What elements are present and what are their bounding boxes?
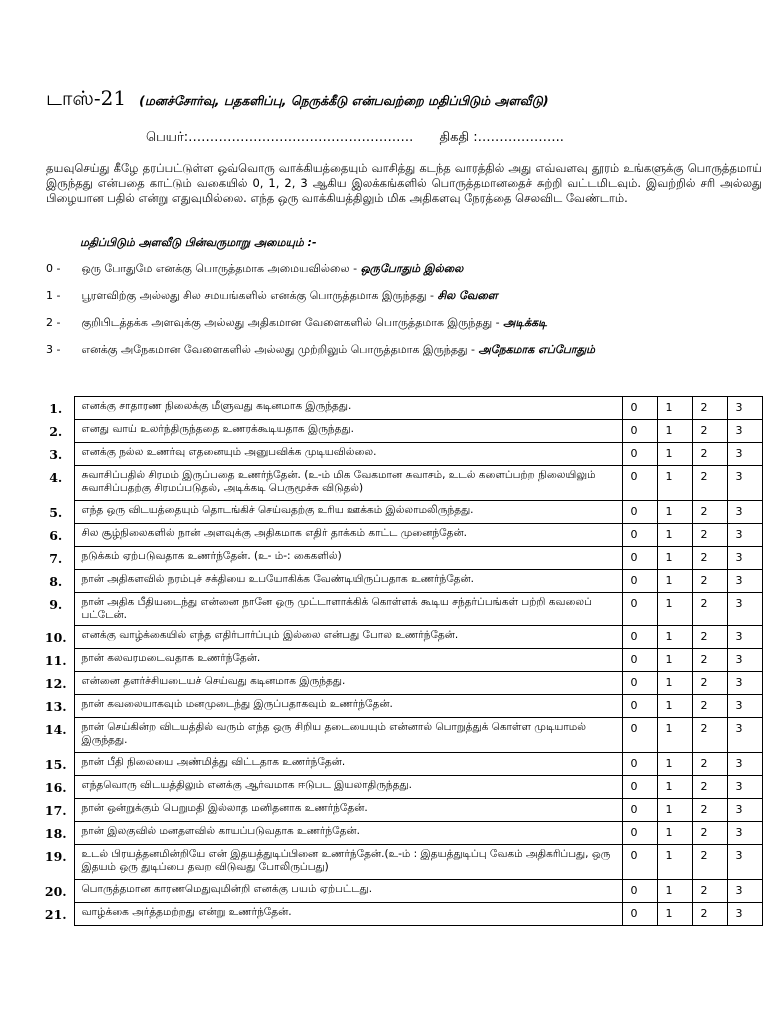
score-option-1[interactable]: 1 — [657, 443, 692, 466]
score-option-0[interactable]: 0 — [622, 822, 657, 845]
name-field-label[interactable]: பெயர்:……………………………………………. — [146, 130, 414, 145]
scale-item-text: பூரளவிற்கு அல்லது சில சமயங்களில் எனக்கு பொருத்தமாக இருந்தது - — [81, 289, 434, 302]
items-table — [38, 396, 763, 926]
question-number: 5. — [49, 504, 63, 520]
score-option-0[interactable]: 0 — [622, 626, 657, 649]
question-text: எந்தவொரு விடயத்திலும் எனக்கு ஆர்வமாக ஈடுபட இயலாதிருந்தது. — [74, 776, 622, 799]
question-number: 3. — [49, 446, 63, 462]
scale-item-number: 0 - — [46, 262, 61, 275]
question-text: சில சூழ்நிலைகளில் நான் அளவுக்கு அதிகமாக எதிர் தாக்கம் காட்ட முனைந்தேன். — [74, 524, 622, 547]
score-option-1[interactable]: 1 — [657, 397, 692, 420]
question-row — [38, 695, 762, 718]
score-option-0[interactable]: 0 — [622, 903, 657, 926]
question-number: 12. — [44, 675, 67, 691]
question-text: நான் ஒன்றுக்கும் பெறுமதி இல்லாத மனிதனாக உணர்ந்தேன். — [74, 799, 622, 822]
score-option-0[interactable]: 0 — [622, 695, 657, 718]
score-option-2[interactable]: 2 — [692, 593, 727, 626]
question-text: நான் கலவரமடைவதாக உணர்ந்தேன். — [74, 649, 622, 672]
question-text: நான் அதிக பீதியடைந்து என்னை நானே ஒரு முட்டாளாக்கிக் கொள்ளக் கூடிய சந்தர்ப்பங்கள் பற்றி கவலைப் பட்டேன். — [74, 593, 622, 626]
score-option-3[interactable]: 3 — [727, 776, 762, 799]
score-option-2[interactable]: 2 — [692, 524, 727, 547]
question-text: நான் அதிகளவில் நரம்புச் சக்தியை உபயோகிக்க வேண்டியிருப்பதாக உணர்ந்தேன். — [74, 570, 622, 593]
question-row — [38, 880, 762, 903]
score-option-1[interactable]: 1 — [657, 524, 692, 547]
score-option-0[interactable]: 0 — [622, 593, 657, 626]
score-option-3[interactable]: 3 — [727, 466, 762, 501]
question-row — [38, 649, 762, 672]
scale-item-label: ஒருபோதும் இல்லை — [360, 262, 464, 275]
question-number: 19. — [44, 848, 67, 864]
scale-item-2 — [46, 316, 547, 331]
score-option-2[interactable]: 2 — [692, 903, 727, 926]
question-text: என்னை தளர்ச்சியடையச் செய்வது கடினமாக இருந்தது. — [74, 672, 622, 695]
score-option-0[interactable]: 0 — [622, 524, 657, 547]
scale-item-0 — [46, 262, 463, 277]
question-row — [38, 547, 762, 570]
score-option-2[interactable]: 2 — [692, 570, 727, 593]
question-number: 11. — [44, 652, 67, 668]
question-number: 10. — [44, 629, 67, 645]
question-text: எனக்கு நல்ல உணர்வு எதனையும் அனுபவிக்க முடியவில்லை. — [74, 443, 622, 466]
question-text: வாழ்க்கை அர்த்தமற்றது என்று உணர்ந்தேன். — [74, 903, 622, 926]
name-date-row — [146, 130, 564, 146]
scale-item-3 — [46, 343, 595, 358]
question-number: 4. — [49, 469, 63, 485]
score-option-0[interactable]: 0 — [622, 501, 657, 524]
score-option-2[interactable]: 2 — [692, 753, 727, 776]
question-row — [38, 672, 762, 695]
score-option-2[interactable]: 2 — [692, 672, 727, 695]
score-option-3[interactable]: 3 — [727, 880, 762, 903]
score-option-0[interactable]: 0 — [622, 397, 657, 420]
score-option-1[interactable]: 1 — [657, 695, 692, 718]
question-row — [38, 845, 762, 880]
question-number: 18. — [44, 825, 67, 841]
score-option-1[interactable]: 1 — [657, 466, 692, 501]
score-option-2[interactable]: 2 — [692, 466, 727, 501]
score-option-0[interactable]: 0 — [622, 570, 657, 593]
question-number: 17. — [44, 802, 67, 818]
question-text: எந்த ஒரு விடயத்தையும் தொடங்கிச் செய்வதற்கு உரிய ஊக்கம் இல்லாமலிருந்தது. — [74, 501, 622, 524]
question-text: பொருத்தமான காரணமெதுவுமின்றி எனக்கு பயம் ஏற்பட்டது. — [74, 880, 622, 903]
score-option-1[interactable]: 1 — [657, 753, 692, 776]
score-option-1[interactable]: 1 — [657, 672, 692, 695]
score-option-3[interactable]: 3 — [727, 443, 762, 466]
score-option-3[interactable]: 3 — [727, 822, 762, 845]
question-text: உடல் பிரயத்தனமின்றியே என் இதயத்துடிப்பினை உணர்ந்தேன்.(உ-ம் : இதயத்துடிப்பு வேகம் அதிகரிப்பது, ஒரு இதயம் ஒரு துடிப்பை தவற விடுவது போலிருப்பது) — [74, 845, 622, 880]
score-option-0[interactable]: 0 — [622, 718, 657, 753]
score-option-1[interactable]: 1 — [657, 547, 692, 570]
question-text: எனக்கு சாதாரண நிலைக்கு மீளுவது கடினமாக இருந்தது. — [74, 397, 622, 420]
score-option-3[interactable]: 3 — [727, 524, 762, 547]
question-text: நான் கவலையாகவும் மனமுடைந்து இருப்பதாகவும் உணர்ந்தேன். — [74, 695, 622, 718]
form-title-main: டாஸ்-21 — [46, 86, 127, 110]
scale-item-text: எனக்கு அநேகமான வேளைகளில் அல்லது முற்றிலும் பொருத்தமாக இருந்தது - — [81, 343, 476, 356]
question-number: 15. — [44, 756, 67, 772]
score-option-3[interactable]: 3 — [727, 397, 762, 420]
question-row — [38, 420, 762, 443]
question-number: 13. — [44, 698, 67, 714]
question-row — [38, 776, 762, 799]
score-option-1[interactable]: 1 — [657, 593, 692, 626]
instructions-text: தயவுசெய்து கீழே தரப்பட்டுள்ள ஒவ்வொரு வாக்கியத்தையும் வாசித்து கடந்த வாரத்தில் அது எவ்வளவு தூரம் உங்களுக்கு பொருத்தமாய் இருந்தது என்பதை காட்டும் வகையில் 0, 1, 2, 3 ஆகிய இலக்கங்களில் பொருத்தமானதைச் சுற்றி வட்டமிடவும். இவற்றில் சரி அல்லது பிழையான பதில் என்று எதுவுமில்லை. எந்த ஒரு வாக்கியத்திலும் மிக அதிகளவு நேரத்தை செலவிட வேண்டாம். — [46, 161, 762, 205]
score-option-1[interactable]: 1 — [657, 570, 692, 593]
score-option-2[interactable]: 2 — [692, 547, 727, 570]
question-number: 1. — [49, 400, 63, 416]
scale-item-label: அடிக்கடி — [503, 316, 547, 329]
score-option-0[interactable]: 0 — [622, 776, 657, 799]
score-option-2[interactable]: 2 — [692, 649, 727, 672]
score-option-1[interactable]: 1 — [657, 718, 692, 753]
score-option-1[interactable]: 1 — [657, 845, 692, 880]
question-text: எனக்கு வாழ்க்கையில் எந்த எதிர்பார்ப்பும் இல்லை என்பது போல உணர்ந்தேன். — [74, 626, 622, 649]
score-option-0[interactable]: 0 — [622, 443, 657, 466]
question-row — [38, 524, 762, 547]
score-option-0[interactable]: 0 — [622, 799, 657, 822]
score-option-2[interactable]: 2 — [692, 845, 727, 880]
score-option-1[interactable]: 1 — [657, 903, 692, 926]
score-option-0[interactable]: 0 — [622, 649, 657, 672]
score-option-3[interactable]: 3 — [727, 903, 762, 926]
question-row — [38, 466, 762, 501]
score-option-3[interactable]: 3 — [727, 649, 762, 672]
score-option-2[interactable]: 2 — [692, 799, 727, 822]
score-option-0[interactable]: 0 — [622, 547, 657, 570]
question-row — [38, 903, 762, 926]
question-text: நான் பீதி நிலையை அண்மித்து விட்டதாக உணர்ந்தேன். — [74, 753, 622, 776]
score-option-2[interactable]: 2 — [692, 776, 727, 799]
score-option-3[interactable]: 3 — [727, 753, 762, 776]
score-option-2[interactable]: 2 — [692, 880, 727, 903]
score-option-3[interactable]: 3 — [727, 695, 762, 718]
scale-item-label: சில வேளை — [437, 289, 498, 302]
question-number: 14. — [44, 721, 67, 737]
score-option-3[interactable]: 3 — [727, 570, 762, 593]
question-row — [38, 593, 762, 626]
scale-item-label: அநேகமாக எப்போதும் — [478, 343, 596, 356]
score-option-1[interactable]: 1 — [657, 799, 692, 822]
items-table-body — [38, 397, 762, 926]
scale-item-number: 1 - — [46, 289, 61, 302]
score-option-1[interactable]: 1 — [657, 626, 692, 649]
score-option-1[interactable]: 1 — [657, 776, 692, 799]
score-option-3[interactable]: 3 — [727, 420, 762, 443]
score-option-3[interactable]: 3 — [727, 672, 762, 695]
scale-item-text: ஒரு போதுமே எனக்கு பொருத்தமாக அமையவில்லை - — [81, 262, 358, 275]
scale-item-number: 3 - — [46, 343, 61, 356]
question-text: நான் இலகுவில் மனதளவில் காயப்படுவதாக உணர்ந்தேன். — [74, 822, 622, 845]
score-option-2[interactable]: 2 — [692, 443, 727, 466]
question-row — [38, 443, 762, 466]
score-option-3[interactable]: 3 — [727, 626, 762, 649]
score-option-1[interactable]: 1 — [657, 880, 692, 903]
question-number: 2. — [49, 423, 63, 439]
question-row — [38, 822, 762, 845]
question-number: 7. — [49, 550, 63, 566]
score-option-3[interactable]: 3 — [727, 593, 762, 626]
question-text: எனது வாய் உலர்ந்திருந்ததை உணரக்கூடியதாக இருந்தது. — [74, 420, 622, 443]
question-number: 16. — [44, 779, 67, 795]
question-row — [38, 570, 762, 593]
score-option-0[interactable]: 0 — [622, 845, 657, 880]
question-text: நான் செய்கின்ற விடயத்தில் வரும் எந்த ஒரு சிறிய தடையையும் என்னால் பொறுத்துக் கொள்ள முடியாமல் இருந்தது. — [74, 718, 622, 753]
score-option-1[interactable]: 1 — [657, 420, 692, 443]
date-field-label[interactable]: திகதி :……………….. — [439, 130, 564, 145]
question-text: சுவாசிப்பதில் சிரமம் இருப்பதை உணர்ந்தேன். (உ-ம் மிக வேகமான சுவாசம், உடல் களைப்பற்ற நிலையிலும் சுவாசிப்பதற்கு சிரமப்படுதல், அடிக்கடி பெருமூச்சு விடுதல்) — [74, 466, 622, 501]
question-number: 20. — [44, 883, 67, 899]
question-row — [38, 799, 762, 822]
score-option-3[interactable]: 3 — [727, 718, 762, 753]
scale-item-1 — [46, 289, 498, 304]
score-option-2[interactable]: 2 — [692, 501, 727, 524]
scale-heading: மதிப்பிடும் அளவீடு பின்வருமாறு அமையும் :- — [80, 236, 317, 249]
score-option-3[interactable]: 3 — [727, 799, 762, 822]
score-option-2[interactable]: 2 — [692, 718, 727, 753]
score-option-0[interactable]: 0 — [622, 672, 657, 695]
score-option-2[interactable]: 2 — [692, 420, 727, 443]
question-row — [38, 397, 762, 420]
score-option-1[interactable]: 1 — [657, 649, 692, 672]
score-option-0[interactable]: 0 — [622, 880, 657, 903]
question-text: நடுக்கம் ஏற்படுவதாக உணர்ந்தேன். (உ- ம்-: கைகளில்) — [74, 547, 622, 570]
form-subtitle: (மனச்சோர்வு, பதகளிப்பு, நெருக்கீடு என்பவற்றை மதிப்பிடும் அளவீடு) — [139, 93, 549, 108]
question-row — [38, 753, 762, 776]
question-row — [38, 501, 762, 524]
scale-item-number: 2 - — [46, 316, 61, 329]
score-option-2[interactable]: 2 — [692, 695, 727, 718]
score-option-3[interactable]: 3 — [727, 501, 762, 524]
score-option-3[interactable]: 3 — [727, 845, 762, 880]
score-option-2[interactable]: 2 — [692, 626, 727, 649]
score-option-2[interactable]: 2 — [692, 822, 727, 845]
question-number: 21. — [44, 906, 67, 922]
score-option-1[interactable]: 1 — [657, 501, 692, 524]
score-option-1[interactable]: 1 — [657, 822, 692, 845]
instructions — [46, 161, 762, 206]
score-option-2[interactable]: 2 — [692, 397, 727, 420]
score-option-0[interactable]: 0 — [622, 466, 657, 501]
question-row — [38, 718, 762, 753]
score-option-3[interactable]: 3 — [727, 547, 762, 570]
question-number: 8. — [49, 573, 63, 589]
form-title — [46, 86, 549, 113]
score-option-0[interactable]: 0 — [622, 420, 657, 443]
question-number: 9. — [49, 596, 63, 612]
score-option-0[interactable]: 0 — [622, 753, 657, 776]
scale-item-text: குறிபிடத்தக்க அளவுக்கு அல்லது அதிகமான வேளைகளில் பொருத்தமாக இருந்தது - — [81, 316, 500, 329]
question-number: 6. — [49, 527, 63, 543]
question-row — [38, 626, 762, 649]
